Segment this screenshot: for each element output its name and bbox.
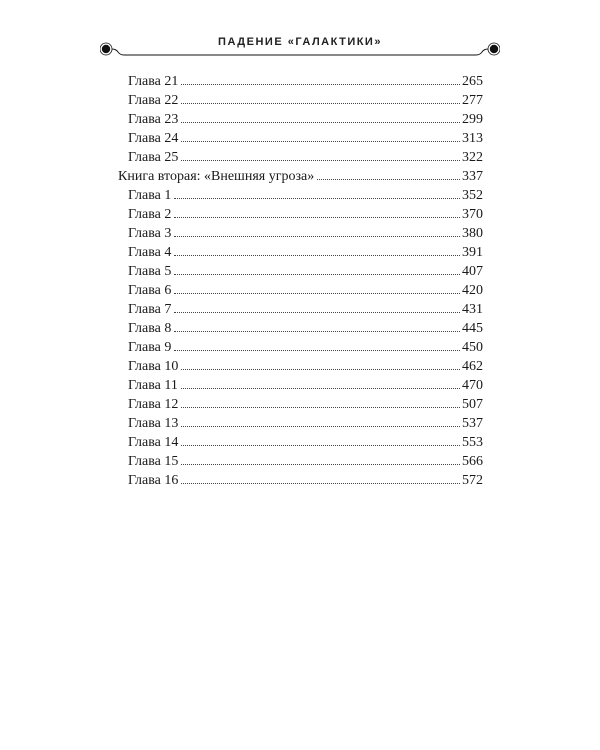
toc-chapter-entry [118,300,483,319]
running-head-title: ПАДЕНИЕ «ГАЛАКТИКИ» [218,36,382,48]
toc-entry-page-number: 450 [462,340,483,355]
toc-dot-leader [174,217,460,218]
toc-entry-page-number: 553 [462,435,483,450]
toc-entry-page-number: 507 [462,397,483,412]
toc-chapter-entry [118,148,483,167]
toc-chapter-entry [118,72,483,91]
toc-entry-label: Глава 5 [128,264,172,279]
toc-chapter-entry [118,91,483,110]
toc-entry-label: Глава 2 [128,207,172,222]
toc-chapter-entry [118,243,483,262]
toc-dot-leader [181,407,460,408]
toc-dot-leader [174,274,460,275]
toc-chapter-entry [118,129,483,148]
toc-entry-page-number: 313 [462,131,483,146]
toc-entry-page-number: 572 [462,473,483,488]
toc-entry-label: Глава 16 [128,473,179,488]
toc-entry-page-number: 277 [462,93,483,108]
toc-entry-label: Глава 9 [128,340,172,355]
toc-dot-leader [181,160,460,161]
toc-dot-leader [174,331,460,332]
toc-chapter-entry [118,281,483,300]
toc-dot-leader [181,122,460,123]
toc-entry-page-number: 566 [462,454,483,469]
toc-dot-leader [174,236,460,237]
toc-chapter-entry [118,338,483,357]
toc-dot-leader [181,369,460,370]
toc-dot-leader [174,350,460,351]
table-of-contents [118,72,483,490]
toc-entry-label: Глава 1 [128,188,172,203]
toc-entry-label: Глава 6 [128,283,172,298]
toc-entry-label: Глава 15 [128,454,179,469]
toc-entry-page-number: 420 [462,283,483,298]
toc-entry-page-number: 391 [462,245,483,260]
toc-book-entry [118,167,483,186]
toc-entry-label: Глава 13 [128,416,179,431]
toc-entry-page-number: 431 [462,302,483,317]
toc-entry-page-number: 299 [462,112,483,127]
toc-chapter-entry [118,357,483,376]
toc-entry-label: Глава 25 [128,150,179,165]
toc-dot-leader [181,84,460,85]
toc-entry-label: Глава 7 [128,302,172,317]
toc-entry-page-number: 380 [462,226,483,241]
running-head [100,36,500,60]
toc-chapter-entry [118,186,483,205]
toc-chapter-entry [118,110,483,129]
toc-entry-label: Глава 3 [128,226,172,241]
toc-chapter-entry [118,319,483,338]
toc-chapter-entry [118,414,483,433]
toc-entry-label: Глава 14 [128,435,179,450]
toc-chapter-entry [118,262,483,281]
toc-entry-page-number: 322 [462,150,483,165]
toc-entry-page-number: 370 [462,207,483,222]
toc-dot-leader [317,179,460,180]
toc-chapter-entry [118,205,483,224]
toc-entry-page-number: 537 [462,416,483,431]
toc-entry-label: Глава 8 [128,321,172,336]
toc-chapter-entry [118,471,483,490]
toc-entry-label: Книга вторая: «Внешняя угроза» [118,169,315,184]
toc-dot-leader [174,312,460,313]
toc-entry-page-number: 407 [462,264,483,279]
toc-chapter-entry [118,224,483,243]
toc-entry-page-number: 470 [462,378,483,393]
toc-entry-page-number: 352 [462,188,483,203]
toc-dot-leader [181,103,460,104]
toc-entry-page-number: 337 [462,169,483,184]
toc-dot-leader [181,388,460,389]
toc-entry-label: Глава 23 [128,112,179,127]
toc-entry-label: Глава 12 [128,397,179,412]
toc-dot-leader [181,483,460,484]
toc-chapter-entry [118,452,483,471]
toc-chapter-entry [118,376,483,395]
toc-entry-page-number: 265 [462,74,483,89]
toc-entry-page-number: 445 [462,321,483,336]
toc-dot-leader [174,198,460,199]
toc-chapter-entry [118,433,483,452]
toc-dot-leader [181,445,460,446]
toc-entry-label: Глава 10 [128,359,179,374]
toc-dot-leader [174,293,460,294]
toc-entry-label: Глава 22 [128,93,179,108]
toc-dot-leader [181,426,460,427]
toc-dot-leader [174,255,460,256]
toc-entry-page-number: 462 [462,359,483,374]
toc-entry-label: Глава 24 [128,131,179,146]
toc-chapter-entry [118,395,483,414]
toc-entry-label: Глава 11 [128,378,178,393]
toc-dot-leader [181,464,460,465]
toc-entry-label: Глава 4 [128,245,172,260]
toc-dot-leader [181,141,460,142]
toc-entry-label: Глава 21 [128,74,179,89]
